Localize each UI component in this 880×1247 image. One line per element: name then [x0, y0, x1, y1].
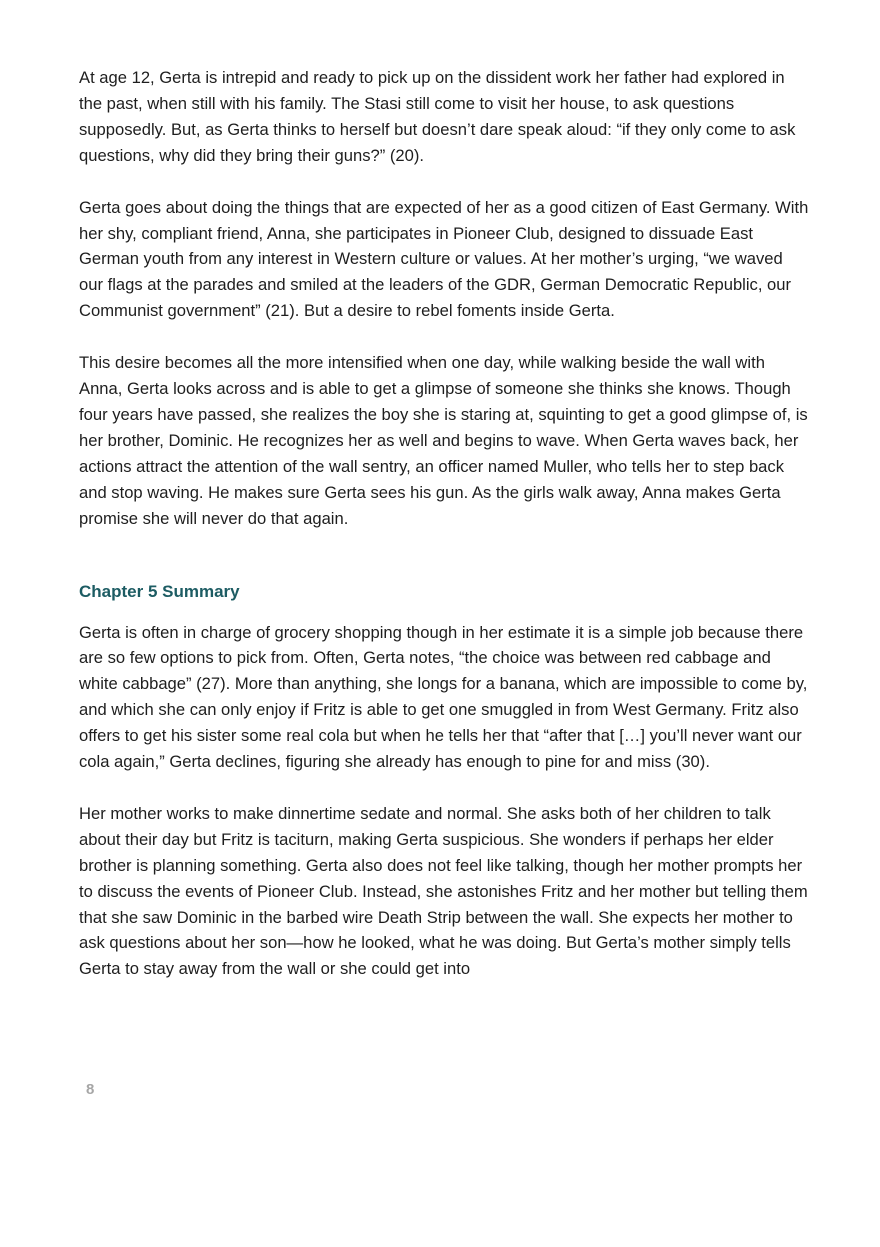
body-paragraph: This desire becomes all the more intensified when one day, while walking beside the wall with Anna, Gerta looks across and is able to get a glimpse of someone she thinks she knows. Though four years have passed, she realizes the boy she is staring at, squinting to get a good glimpse of, is her brother, Dominic. He recognizes her as well and begins to wave. When Gerta waves back, her actions attract the attention of the wall sentry, an officer named Muller, who tells her to step back and stop waving. He makes sure Gerta sees his gun. As the girls walk away, Anna makes Gerta promise she will never do that again. — [79, 353, 808, 528]
page-body — [79, 65, 810, 982]
page-number: 8 — [86, 1081, 95, 1098]
body-paragraph: At age 12, Gerta is intrepid and ready to pick up on the dissident work her father had explored in the past, when still with his family. The Stasi still come to visit her house, to ask questions supposedly. But, as Gerta thinks to herself but doesn’t dare speak aloud: “if they only come to ask questions, why did they bring their guns?” (20). — [79, 68, 796, 165]
body-paragraph: Gerta goes about doing the things that are expected of her as a good citizen of East Germany. With her shy, compliant friend, Anna, she participates in Pioneer Club, designed to dissuade East German youth from any interest in Western culture or values. At her mother’s urging, “we waved our flags at the parades and smiled at the leaders of the GDR, German Democratic Republic, our Communist government” (21). But a desire to rebel foments inside Gerta. — [79, 197, 809, 321]
section-heading: Chapter 5 Summary — [79, 581, 240, 601]
body-paragraph: Her mother works to make dinnertime sedate and normal. She asks both of her children to talk about their day but Fritz is taciturn, making Gerta suspicious. She wonders if perhaps her elder brother is planning something. Gerta also does not feel like talking, though her mother prompts her to discuss the events of Pioneer Club. Instead, she astonishes Fritz and her mother but telling them that she saw Dominic in the barbed wire Death Strip between the wall. She expects her mother to ask questions about her son—how he looked, what he was doing. But Gerta’s mother simply tells Gerta to stay away from the wall or she could get into — [79, 803, 808, 979]
body-paragraph: Gerta is often in charge of grocery shopping though in her estimate it is a simple job because there are so few options to pick from. Often, Gerta notes, “the choice was between red cabbage and white cabbage” (27). More than anything, she longs for a banana, which are impossible to come by, and which she can only enjoy if Fritz is able to get one smuggled in from West Germany. Fritz also offers to get his sister some real cola but when he tells her that “after that […] you’ll never want our cola again,” Gerta declines, figuring she already has enough to pine for and miss (30). — [79, 622, 808, 772]
